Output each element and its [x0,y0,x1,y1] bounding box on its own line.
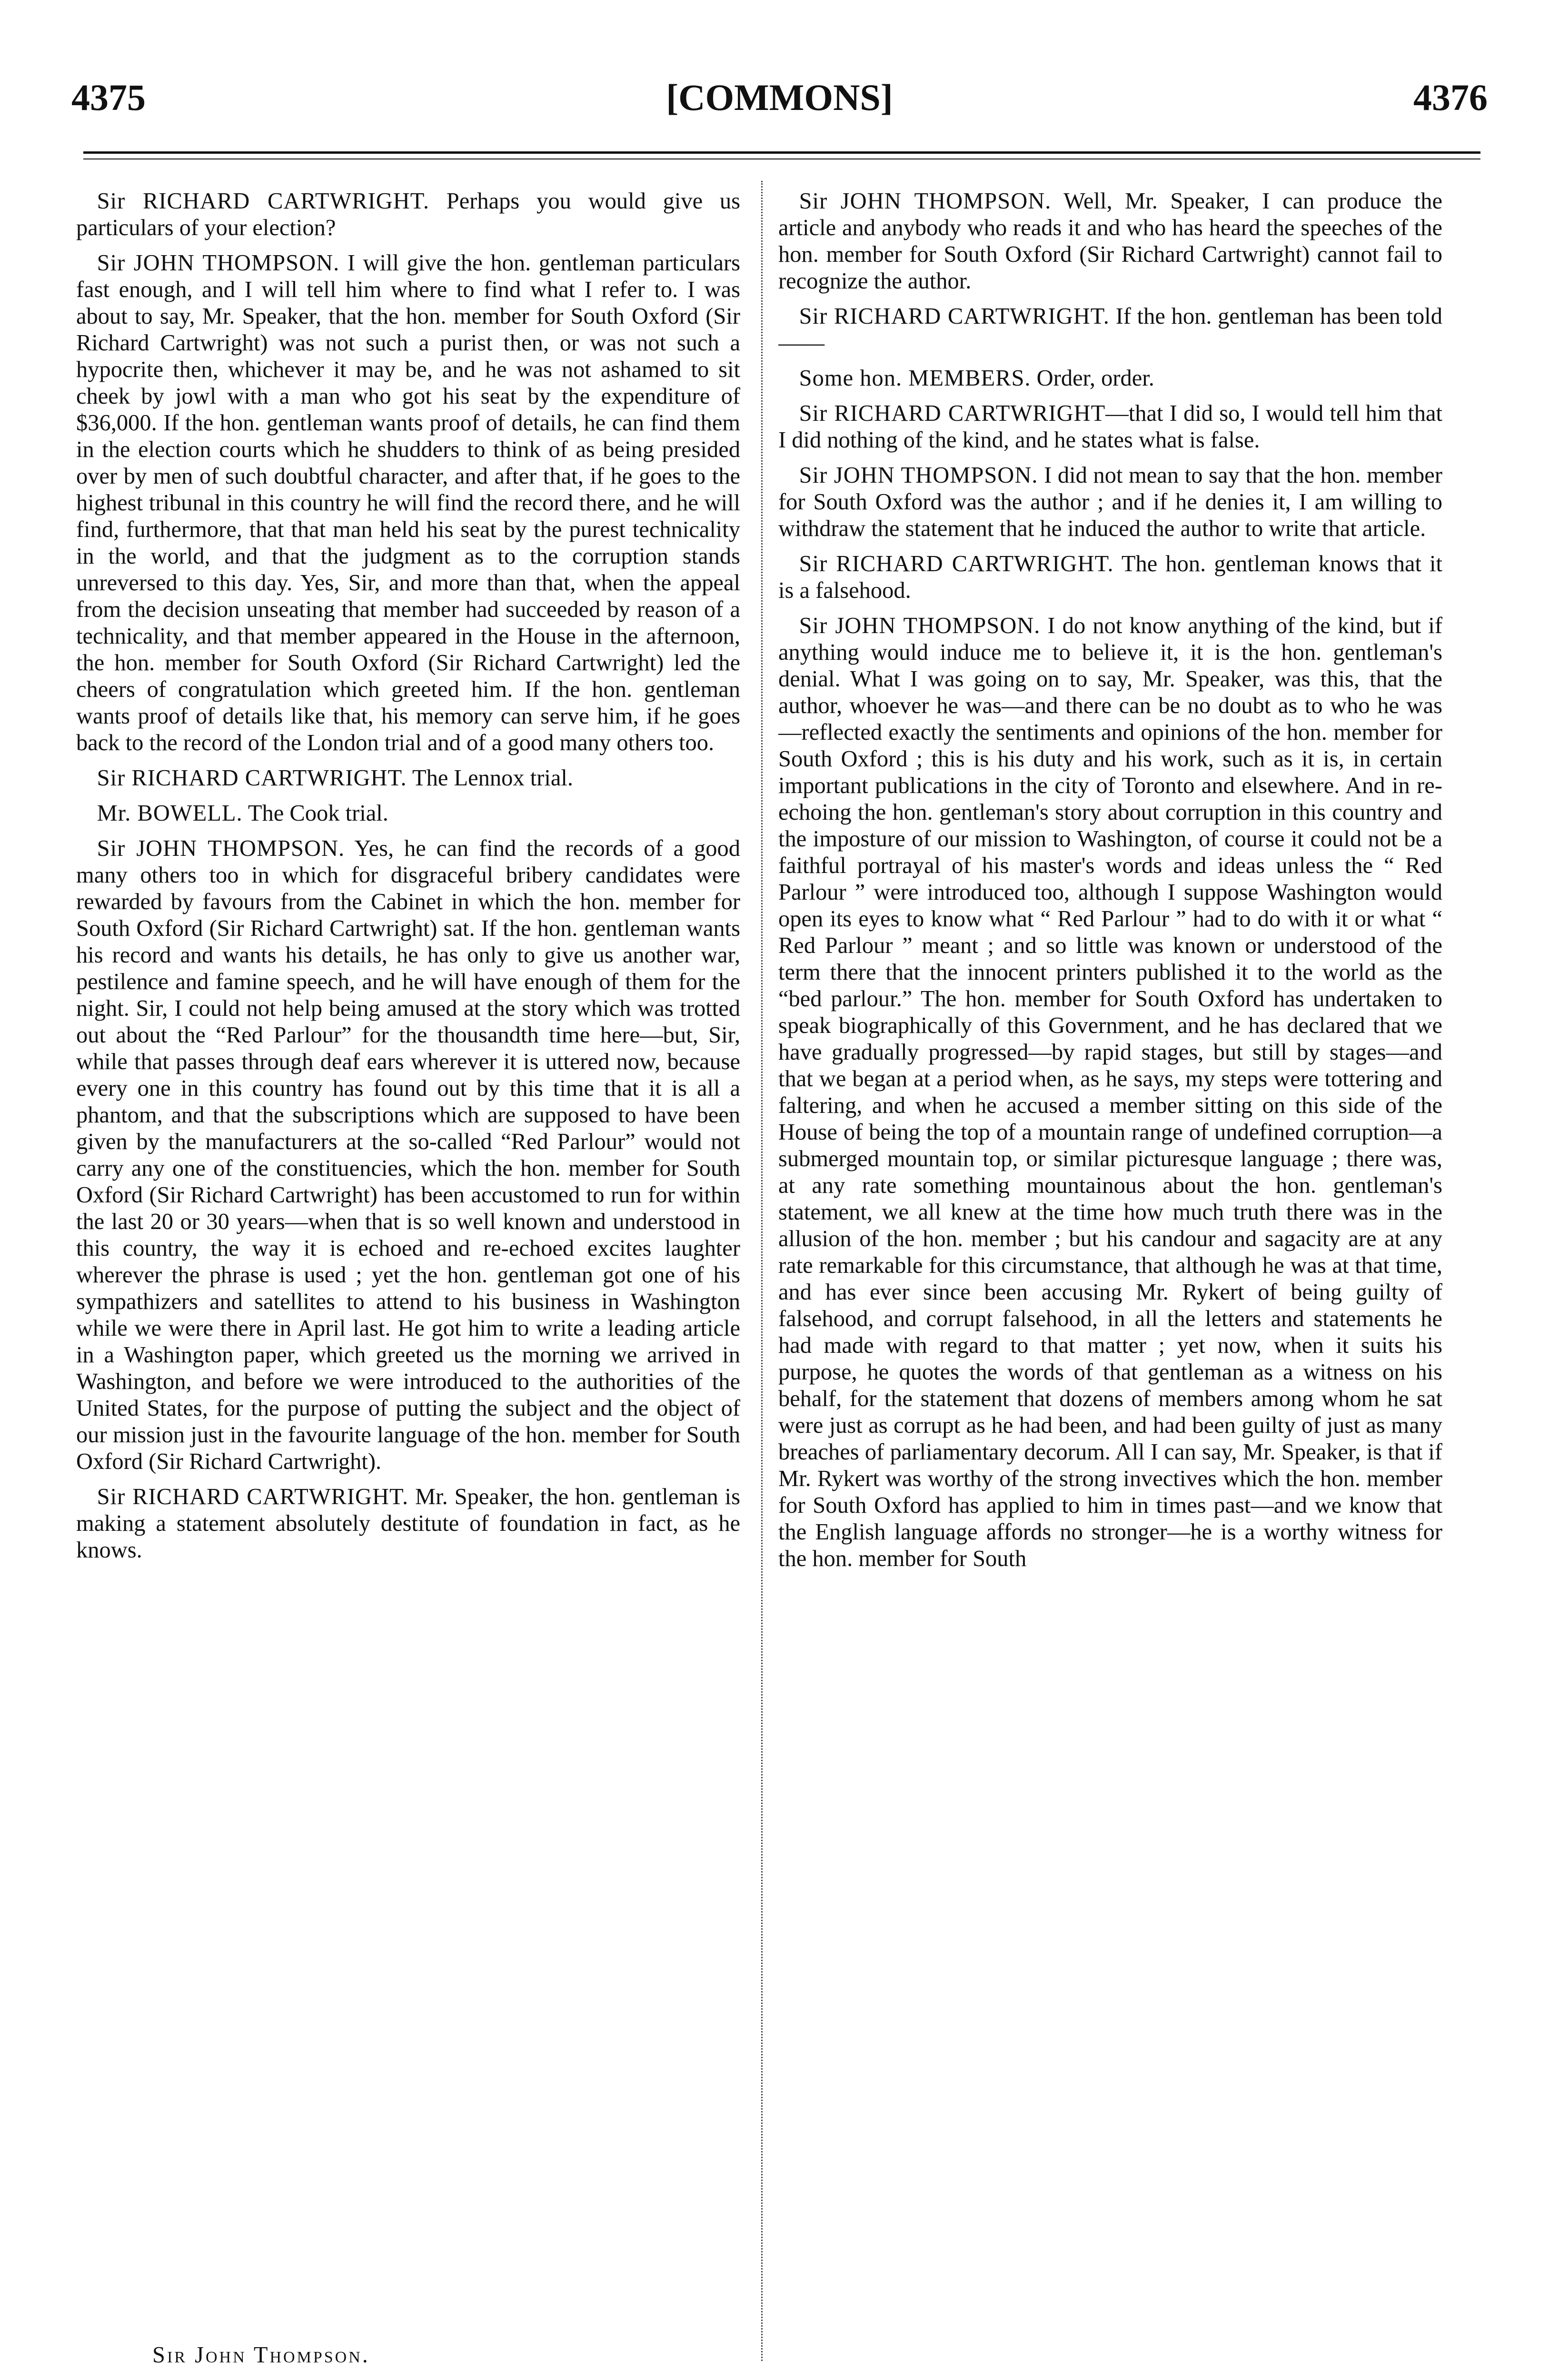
paragraph [778,551,1442,604]
speaker-name: Sir RICHARD CARTWRIGHT. [799,304,1110,329]
speaker-name: Sir RICHARD CARTWRIGHT. [97,765,407,791]
speech-text: The Cook trial. [248,801,388,826]
paragraph [76,765,740,792]
speech-text: The hon. gentleman knows that it is a falsehood. [778,551,1442,603]
right-page-number: 4376 [1413,77,1488,118]
speaker-name: Sir RICHARD CARTWRIGHT. [97,188,429,214]
speaker-name: Sir JOHN THOMPSON. [97,250,340,276]
paragraph [76,835,740,1475]
paragraph [76,250,740,756]
paragraph [778,400,1442,454]
speech-text: —that I did so, I would tell him that I did nothing of the kind, and he states what is false. [778,401,1442,453]
speaker-name: Sir JOHN THOMPSON. [799,613,1041,638]
speech-text: The Lennox trial. [412,765,573,791]
paragraph [778,303,1442,357]
speech-text: Mr. Speaker, the hon. gentleman is making a statement absolutely destitute of foundation in fact, as he knows. [76,1484,740,1563]
header-rule-thick [83,151,1480,154]
paragraph [778,188,1442,295]
speaker-name: Mr. BOWELL. [97,801,243,826]
section-title: [COMMONS] [666,77,893,118]
speaker-name: Sir JOHN THOMPSON. [799,463,1038,488]
right-column [778,188,1442,2361]
speech-text: I will give the hon. gentleman particulars fast enough, and I will tell him where to find what I refer to. I was about to say, Mr. Speaker, that the hon. member for South Oxford (Sir Richard Cartwright) was not such a purist then, or was not such a hypocrite then, whichever it may be, and he was not ashamed to sit cheek by jowl with a man who got his seat by the expenditure of $36,000. If the hon. gentleman wants proof of details, he can find them in the election courts which he shudders to think of as being presided over by men of such doubtful character, and after that, if he goes to the highest tribunal in this country he will find the record there, and he will find, furthermore, that that man held his seat by the purest technicality in the world, and that the judgment as to the corruption stands unreversed to this day. Yes, Sir, and more than that, when the appeal from the decision unseating that member had succeeded by reason of a technicality, and that member appeared in the House in the afternoon, the hon. member for South Oxford (Sir Richard Cartwright) led the cheers of congratulation which greeted him. If the hon. gentleman wants proof of details like that, his memory can serve him, if he goes back to the record of the London trial and of a good many others too. [76,250,740,755]
page-header [71,71,1488,124]
paragraph [778,462,1442,542]
paragraph [778,613,1442,1572]
speech-text: Perhaps you would give us particulars of your election? [76,188,740,240]
speaker-name: Sir JOHN THOMPSON. [799,188,1052,214]
speech-text: Well, Mr. Speaker, I can produce the article and anybody who reads it and who has heard the speeches of the hon. member for South Oxford (Sir Richard Cartwright) cannot fail to recognize the author. [778,188,1442,294]
paragraph [76,800,740,827]
speech-text: Yes, he can find the records of a good many others too in which for disgraceful bribery candidates were rewarded by favours from the Cabinet in which the hon. member for South Oxford (Sir Richard Cartwright) sat. If the hon. gentleman wants his record and wants his details, he has only to give us another war, pestilence and famine speech, and he will have enough of them for the night. Sir, I could not help being amused at the story which was trotted out about the “Red Parlour” for the thousandth time here—but, Sir, while that passes through deaf ears wherever it is uttered now, because every one in this country has found out by this time that it is all a phantom, and that the subscriptions which are supposed to have been given by the manufacturers at the so-called “Red Parlour” would not carry any one of the constituencies, which the hon. member for South Oxford (Sir Richard Cartwright) has been accustomed to run for within the last 20 or 30 years—when that is so well known and understood in this country, the way it is echoed and re-echoed excites laughter wherever the phrase is used ; yet the hon. gentleman got one of his sympathizers and satellites to attend to his business in Washington while we were there in April last. He got him to write a leading article in a Washington paper, which greeted us the morning we arrived in Washington, and before we were introduced to the authorities of the United States, for the purpose of putting the subject and the object of our mission just in the favourite language of the hon. member for South Oxford (Sir Richard Cartwright). [76,836,740,1474]
left-page-number: 4375 [71,77,146,118]
paragraph [76,1484,740,1564]
speaker-signature: Sir John Thompson. [152,2342,370,2368]
speaker-name: Sir RICHARD CARTWRIGHT. [97,1484,409,1509]
paragraph [76,188,740,241]
speaker-name: Sir JOHN THOMPSON. [97,836,345,861]
speech-text: If the hon. gentleman has been told—— [778,304,1442,356]
paragraph [778,365,1442,392]
speaker-name: Sir RICHARD CARTWRIGHT [799,401,1106,426]
speech-text: I do not know anything of the kind, but if anything would induce me to believe it, it is the hon. gentleman's denial. What I was going on to say, Mr. Speaker, was this, that the author, whoever he was—and there can be no doubt as to who he was—reflected exactly the sentiments and opinions of the hon. member for South Oxford ; this is his duty and his work, such as it is, in certain important publications in the city of Toronto and elsewhere. And in re-echoing the hon. gentleman's story about corruption in this country and the imposture of our mission to Washington, of course it could not be a faithful portrayal of his master's words and ideas unless the “ Red Parlour ” were introduced too, although I suppose Washington would open its eyes to know what “ Red Parlour ” had to do with it or what “ Red Parlour ” meant ; and so little was known or understood of the term there that the innocent printers published it to the world as the “bed parlour.” The hon. member for South Oxford has undertaken to speak biographically of this Government, and he has declared that we have gradually progressed—by rapid stages, but still by stages—and that we began at a period when, as he says, my steps were tottering and faltering, and when he accused a member sitting on this side of the House of being the top of a mountain range of undefined corruption—a submerged mountain top, or similar picturesque language ; there was, at any rate something mountainous about the hon. gentleman's statement, we all knew at the time how much truth there was in the allusion of the hon. member ; but his candour and sagacity are at any rate remarkable for this circumstance, that although he was at that time, and has ever since been accusing Mr. Rykert of being guilty of falsehood, and corrupt falsehood, in all the letters and statements he had made with regard to that matter ; yet now, when it suits his purpose, he quotes the words of that gentleman as a witness on his behalf, for the statement that dozens of members among whom he sat were just as corrupt as he had been, and had been guilty of just as many breaches of parliamentary decorum. All I can say, Mr. Speaker, is that if Mr. Rykert was worthy of the strong invectives which the hon. member for South Oxford has applied to him in times past—and we know that the English language affords no stronger—he is a worthy witness for the hon. member for South [778,613,1442,1571]
speaker-name: Some hon. MEMBERS. [799,366,1031,391]
left-column [76,188,740,2361]
column-divider [761,181,763,2361]
speaker-name: Sir RICHARD CARTWRIGHT. [799,551,1114,576]
speech-text: Order, order. [1036,366,1154,391]
speech-text: I did not mean to say that the hon. member for South Oxford was the author ; and if he denies it, I am willing to withdraw the statement that he induced the author to write that article. [778,463,1442,541]
